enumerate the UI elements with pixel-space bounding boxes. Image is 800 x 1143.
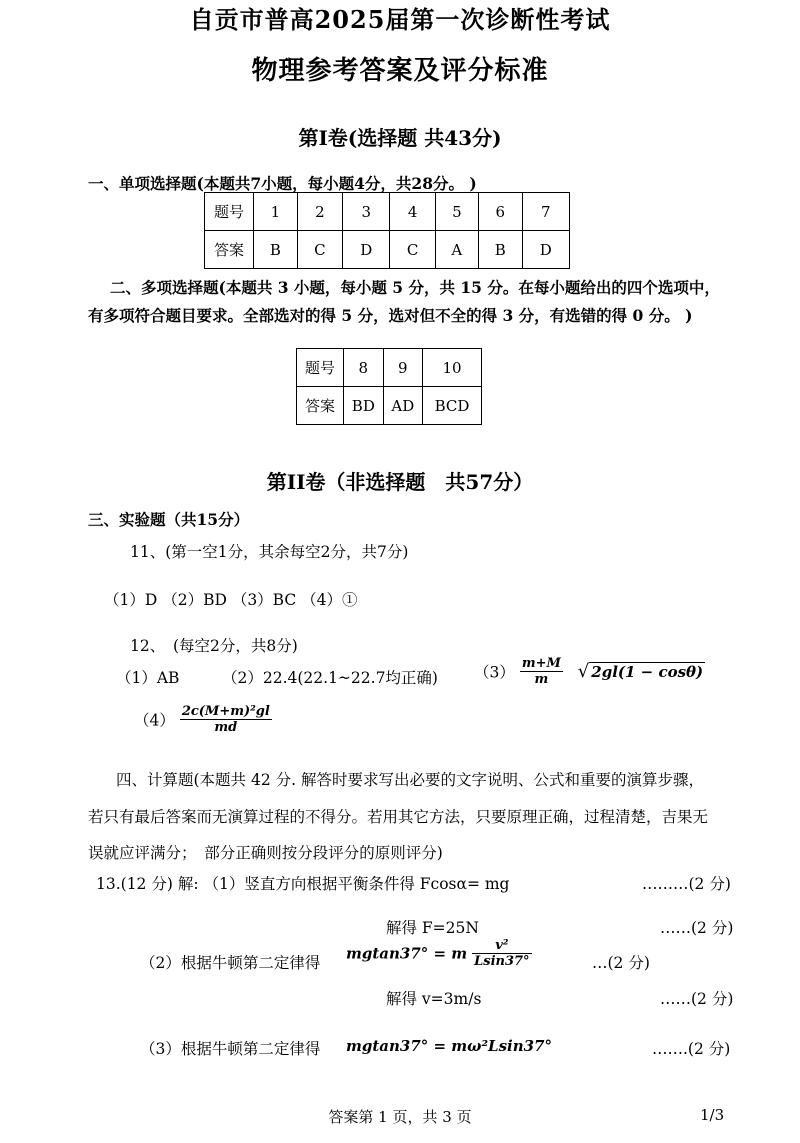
fraction-denominator: md [214, 720, 238, 735]
sqrt-icon: √ [577, 661, 590, 682]
table-row [297, 349, 482, 387]
table-cell: 9 [383, 349, 422, 387]
q13-score-4: ……(2 分) [660, 990, 734, 1008]
part2-title: 第II卷（非选择题 共57分） [266, 470, 534, 494]
table-cell: BCD [422, 387, 481, 425]
q12-answer-4-fraction [180, 704, 272, 735]
sqrt-radicand: 2gl(1 − cosθ) [591, 663, 704, 681]
fraction-denominator: m [534, 672, 549, 687]
q13-equation-2 [346, 938, 532, 969]
table-cell: 4 [390, 193, 435, 231]
q13-line-1: 13.(12 分) 解: （1）竖直方向根据平衡条件得 Fcosα= mg [96, 875, 510, 893]
answer-table-2 [296, 348, 482, 425]
table-cell: BD [344, 387, 384, 425]
page-footer: 答案第 1 页，共 3 页 [328, 1108, 472, 1126]
table-cell: 3 [343, 193, 390, 231]
q13-line-3-label: （2）根据牛顿第二定律得 [140, 954, 321, 972]
table-cell: 题号 [297, 349, 344, 387]
calc-instructions-line3: 误就应评满分； 部分正确则按分段评分的原则评分) [88, 844, 443, 862]
fraction-numerator: m+M [521, 656, 561, 671]
q13-line-2: 解得 F=25N [386, 919, 479, 937]
table-cell: 1 [254, 193, 298, 231]
table-cell: 5 [435, 193, 478, 231]
table-row [205, 231, 570, 269]
sqrt-expression [578, 661, 705, 682]
table-cell: D [343, 231, 390, 269]
table-cell: 答案 [297, 387, 344, 425]
q13-score-1: ………(2 分) [642, 875, 731, 893]
single-choice-heading: 一、单项选择题(本题共7小题，每小题4分，共28分。 ) [88, 174, 477, 193]
fraction-denominator: Lsin37° [474, 954, 530, 969]
table-cell: B [254, 231, 298, 269]
q12-answer-3-fraction [520, 656, 563, 687]
q12-answer-3 [474, 656, 705, 687]
table-cell: 题号 [205, 193, 254, 231]
table-cell: 2 [297, 193, 342, 231]
fraction-numerator: 2c(M+m)²gl [181, 704, 270, 719]
q11-answers: （1）D （2）BD （3）BC （4）① [104, 591, 358, 609]
q13-line-5-label: （3）根据牛顿第二定律得 [140, 1040, 321, 1058]
answer-table-1 [204, 192, 570, 269]
table-cell: D [522, 231, 569, 269]
page-number: 1/3 [700, 1106, 725, 1124]
calc-instructions-line2: 若只有最后答案而无演算过程的不得分。若用其它方法，只要原理正确，过程清楚，吉果无 [88, 808, 709, 826]
q13-score-2: ……(2 分) [660, 919, 734, 937]
table-cell: 8 [344, 349, 384, 387]
table-cell: 6 [478, 193, 522, 231]
multi-choice-heading-line1: 二、多项选择题(本题共 3 小题，每小题 5 分，共 15 分。在每小题给出的四个选项中， [110, 278, 720, 297]
table-cell: A [435, 231, 478, 269]
table-cell: 7 [522, 193, 569, 231]
table-cell: 答案 [205, 231, 254, 269]
q12-answer-3-label: （3） [474, 663, 515, 682]
calc-instructions-line1: 四、计算题(本题共 42 分. 解答时要求写出必要的文字说明、公式和重要的演算步骤， [116, 771, 704, 789]
exam-title: 自贡市普高2025届第一次诊断性考试 [189, 5, 611, 34]
fraction-numerator: v² [472, 938, 531, 954]
q12-answer-4-label: （4） [134, 711, 175, 730]
table-cell: C [390, 231, 435, 269]
q13-equation-3: mgtan37° = mω²Lsin37° [346, 1037, 552, 1055]
table-cell: C [297, 231, 342, 269]
table-row [205, 193, 570, 231]
table-cell: 10 [422, 349, 481, 387]
q12-answer-4 [134, 704, 272, 735]
equation-left: mgtan37° = m [346, 944, 468, 963]
table-row [297, 387, 482, 425]
table-cell: AD [383, 387, 422, 425]
experiment-heading: 三、实验题（共15分） [88, 510, 250, 529]
q12-heading: 12、 (每空2分，共8分) [130, 637, 298, 655]
part1-title: 第Ⅰ卷(选择题 共43分) [298, 126, 502, 150]
q13-score-5: …….(2 分) [652, 1040, 731, 1058]
q13-line-4: 解得 v=3m/s [386, 990, 482, 1008]
multi-choice-heading-line2: 有多项符合题目要求。全部选对的得 5 分，选对但不全的得 3 分，有选错的得 0 分。 ) [88, 306, 693, 325]
q11-heading: 11、(第一空1分，其余每空2分，共7分) [130, 543, 409, 561]
q13-score-3: …(2 分) [592, 954, 650, 972]
q12-answer-2: （2）22.4(22.1~22.7均正确) [222, 669, 438, 687]
table-cell: B [478, 231, 522, 269]
equation-fraction [472, 938, 531, 969]
q12-answer-1: （1）AB [116, 669, 180, 687]
answer-subtitle: 物理参考答案及评分标准 [251, 56, 549, 86]
